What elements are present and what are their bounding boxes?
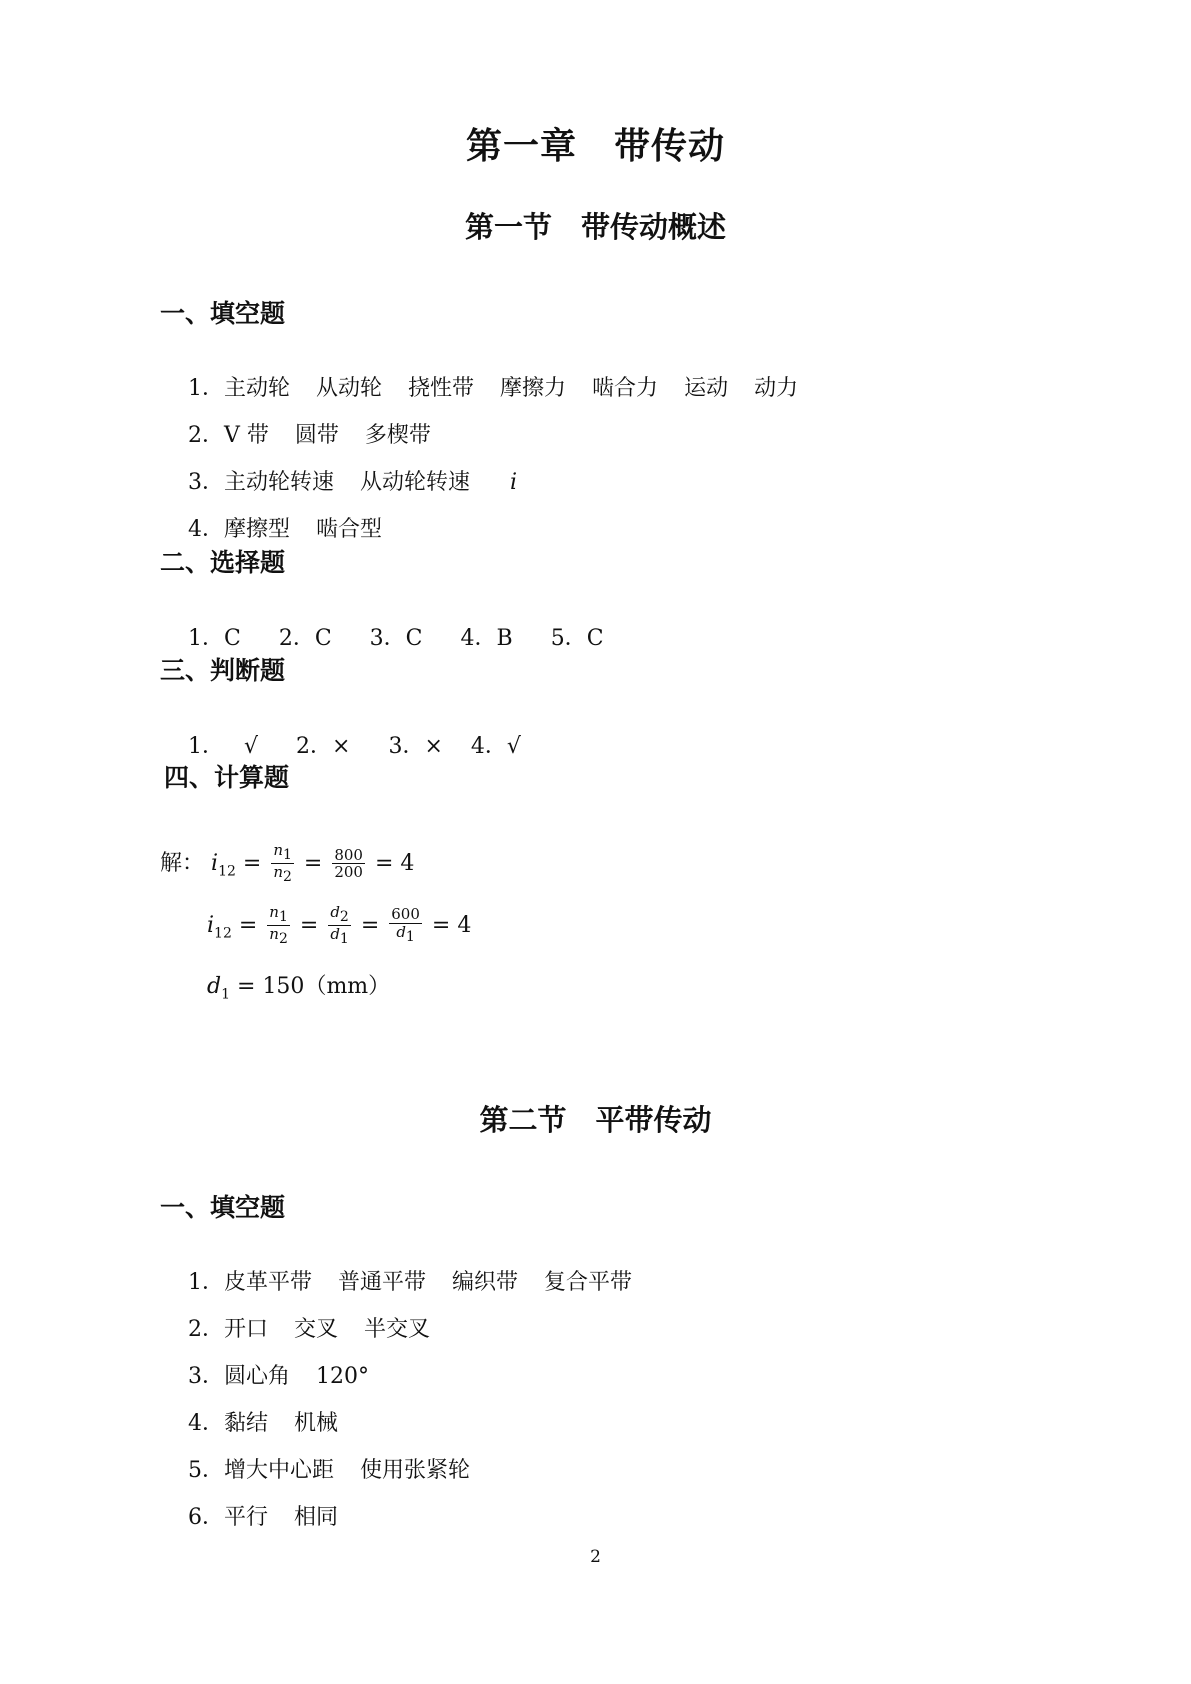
item-number: 6．: [187, 1505, 224, 1530]
answer: C: [586, 626, 604, 651]
answer: 圆心角: [223, 1364, 290, 1389]
fraction: $\frac{800}{200}$: [334, 845, 363, 882]
answer: 圆带: [294, 423, 339, 448]
answer: 120°: [316, 1364, 369, 1389]
math-var: d: [207, 974, 222, 999]
item-number: 2．: [187, 1317, 224, 1342]
answer: C: [223, 626, 241, 651]
calc-line-3: $d_1 = 150(mm)$: [207, 974, 391, 1003]
answer: 机械: [294, 1411, 339, 1436]
answer-line: [160, 1475, 338, 1556]
answer: 半交叉: [364, 1317, 431, 1342]
part-heading: 四、计算题: [164, 763, 290, 792]
part-heading: 二、选择题: [160, 548, 286, 577]
result: 4: [400, 850, 415, 876]
answer: 相同: [294, 1505, 339, 1530]
item-number: 3．: [187, 470, 224, 495]
item-number: 5．: [187, 1458, 224, 1483]
answer: √: [506, 734, 521, 759]
answer: 摩擦力: [500, 376, 567, 401]
part-heading: 一、填空题: [160, 1193, 286, 1222]
math-var: i: [211, 850, 219, 876]
result: 4: [457, 912, 472, 938]
answer: 主动轮转速: [223, 470, 334, 495]
answer: 运动: [684, 376, 729, 401]
answer: 动力: [754, 376, 799, 401]
item-number: 3．: [187, 1364, 224, 1389]
result: 150: [262, 974, 305, 999]
answer: 啮合力: [592, 376, 659, 401]
item-number: 5．: [550, 626, 587, 651]
item-number: 3．: [369, 626, 406, 651]
fraction: $\frac{600}{d_1}$: [391, 905, 420, 945]
calc-line-1: 解： $i_{12}$ = $\frac{n_1}{n_2}$ = $\frac{800}{200}$ = 4: [160, 841, 415, 886]
answer: 摩擦型: [223, 517, 290, 542]
answer: 皮革平带: [223, 1270, 312, 1295]
item-number: 2．: [187, 423, 224, 448]
fraction: $\frac{n_1}{n_2}$: [269, 903, 288, 948]
answer: i: [510, 470, 518, 495]
answer: 黏结: [223, 1411, 268, 1436]
answer: 从动轮转速: [360, 470, 471, 495]
answer: C: [314, 626, 332, 651]
item-number: 3．: [388, 734, 425, 759]
answer: ×: [424, 734, 443, 759]
item-number: 4．: [187, 1411, 224, 1436]
answer: 啮合型: [316, 517, 383, 542]
item-number: 2．: [296, 734, 333, 759]
item-number: 1．: [187, 376, 224, 401]
fraction: $\frac{n_1}{n_2}$: [273, 841, 292, 886]
item-number: 4．: [470, 734, 507, 759]
item-number: 1．: [187, 734, 224, 759]
answer: B: [496, 626, 513, 651]
part-heading: 三、判断题: [160, 656, 286, 685]
math-var: i: [207, 912, 215, 938]
item-number: 4．: [460, 626, 497, 651]
item-number: 4．: [187, 517, 224, 542]
section-title: 第二节 平带传动: [479, 1103, 712, 1137]
answer: 普通平带: [338, 1270, 427, 1295]
section-title: 第一节 带传动概述: [464, 210, 726, 244]
answer: 挠性带: [408, 376, 475, 401]
calc-line-2: $i_{12}$ = $\frac{n_1}{n_2}$ = $\frac{d_2}{d_1}$ = $\frac{600}{d_1}$ = 4: [207, 903, 472, 948]
answer: C: [405, 626, 423, 651]
fraction: $\frac{d_2}{d_1}$: [330, 903, 349, 948]
solution-label: 解：: [160, 850, 205, 876]
answer: 编织带: [452, 1270, 519, 1295]
answer: ×: [332, 734, 351, 759]
answer: 平行: [223, 1505, 268, 1530]
answer: 开口: [223, 1317, 268, 1342]
answer: 从动轮: [316, 376, 383, 401]
item-number: 2．: [278, 626, 315, 651]
chapter-title: 第一章 带传动: [465, 126, 725, 167]
part-heading: 一、填空题: [160, 299, 286, 328]
answer: 增大中心距: [223, 1458, 334, 1483]
unit: （mm）: [304, 974, 391, 999]
answer: 使用张紧轮: [360, 1458, 471, 1483]
answer: 交叉: [294, 1317, 339, 1342]
answer: V 带: [223, 423, 269, 448]
answer: √: [243, 734, 259, 759]
item-number: 1．: [187, 626, 224, 651]
page-number: 2: [590, 1547, 601, 1567]
item-number: 1．: [187, 1270, 224, 1295]
answer: 主动轮: [223, 376, 290, 401]
answer: 多楔带: [364, 423, 431, 448]
math-sub: 12: [218, 863, 236, 880]
answer: 复合平带: [544, 1270, 633, 1295]
